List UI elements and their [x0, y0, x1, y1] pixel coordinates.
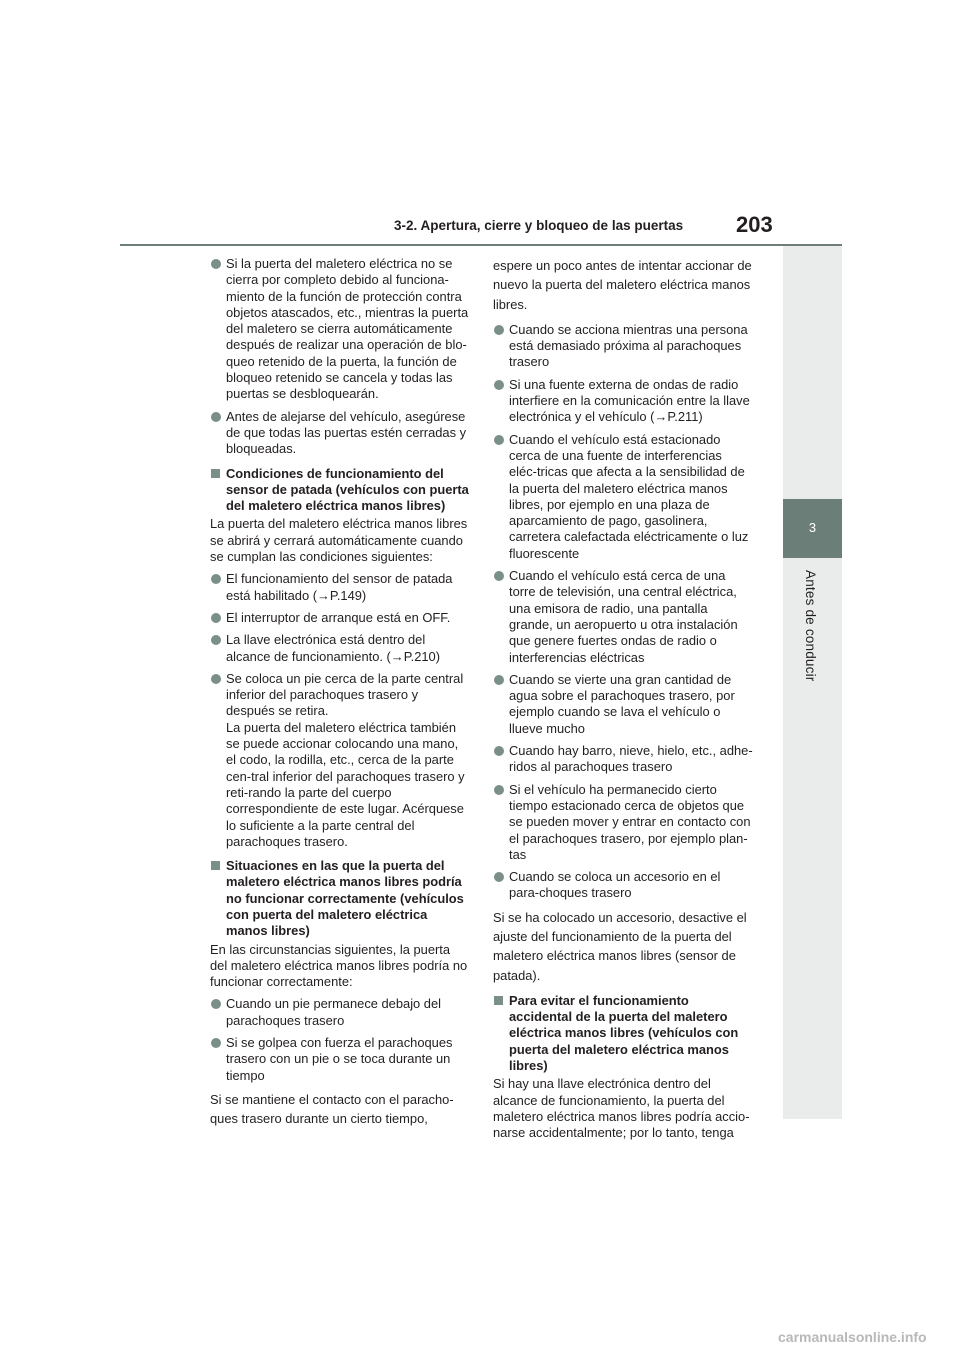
section-heading: Para evitar el funcionamiento accidental de la puerta del maletero eléctrica manos libres (vehículos con puerta del maletero eléctrica manos libres)	[493, 993, 753, 1074]
chapter-number: 3	[808, 520, 817, 535]
list-item: Si la puerta del maletero eléctrica no se cierra por completo debido al funciona-miento de la función de protección contra objetos atascados, etc., mientras la puerta del maletero se cierra automáticamente después de realizar una operación de blo-queo retenido de la puerta, la función de bloqueo retenido se cancela y todas las puertas se desbloquearán.	[210, 256, 470, 403]
list-item: Si se golpea con fuerza el parachoques trasero con un pie o se toca durante un tiempo	[210, 1035, 470, 1084]
list-item: Cuando se acciona mientras una persona está demasiado próxima al parachoques trasero	[493, 322, 753, 371]
paragraph: La puerta del maletero eléctrica manos libres se abrirá y cerrará automáticamente cuando se cumplan las condiciones siguientes:	[210, 516, 468, 565]
list-item: El funcionamiento del sensor de patada está habilitado (→P.149)	[210, 571, 470, 604]
header-rule	[120, 244, 842, 246]
page-number: 203	[736, 212, 773, 237]
right-column	[493, 256, 753, 1148]
left-column	[210, 256, 470, 1137]
list-item: Cuando el vehículo está cerca de una torre de televisión, una central eléctrica, una emisora de radio, una pantalla grande, un aeropuerto u otra instalación que genere fuertes ondas de radio o interferencias eléctricas	[493, 568, 753, 666]
list-item-text: Se coloca un pie cerca de la parte central inferior del parachoques trasero y después se retira.	[226, 670, 464, 719]
list-item: Si una fuente externa de ondas de radio interfiere en la comunicación entre la llave electrónica y el vehículo (→P.211)	[493, 377, 753, 426]
paragraph: espere un poco antes de intentar accionar de nuevo la puerta del maletero eléctrica manos libres.	[493, 258, 752, 312]
paragraph: Si hay una llave electrónica dentro del alcance de funcionamiento, la puerta del maletero eléctrica manos libres podría accio-narse accidentalmente; por lo tanto, tenga	[493, 1076, 750, 1141]
paragraph: En las circunstancias siguientes, la puerta del maletero eléctrica manos libres podría no funcionar correctamente:	[210, 941, 468, 990]
list-item: El interruptor de arranque está en OFF.	[210, 610, 470, 626]
list-item	[210, 671, 470, 850]
section-heading: Condiciones de funcionamiento del sensor de patada (vehículos con puerta del maletero eléctrica manos libres)	[210, 466, 470, 515]
watermark: carmanualsonline.info	[778, 1329, 927, 1345]
chapter-title: Antes de conducir	[803, 570, 818, 682]
section-heading: Situaciones en las que la puerta del maletero eléctrica manos libres podría no funcionar correctamente (vehículos con puerta del maletero eléctrica manos libres)	[210, 858, 470, 939]
list-item: Cuando el vehículo está estacionado cerca de una fuente de interferencias eléc-tricas que afecta a la sensibilidad de la puerta del maletero eléctrica manos libres, por ejemplo en una plaza de aparcamiento de pago, gasolinera, carretera calefactada eléctricamente o luz fluorescente	[493, 432, 753, 562]
list-item: Antes de alejarse del vehículo, asegúrese de que todas las puertas estén cerradas y bloqueadas.	[210, 409, 470, 458]
list-item: Cuando se coloca un accesorio en el para-choques trasero	[493, 869, 753, 902]
list-item: Cuando un pie permanece debajo del parachoques trasero	[210, 996, 470, 1029]
list-item: Si el vehículo ha permanecido cierto tiempo estacionado cerca de objetos que se pueden mover y entrar en contacto con el parachoques trasero, por ejemplo plan-tas	[493, 782, 753, 863]
paragraph: Si se ha colocado un accesorio, desactive el ajuste del funcionamiento de la puerta del maletero eléctrica manos libres (sensor de patada).	[493, 909, 747, 983]
side-tab-bar	[783, 246, 842, 1119]
paragraph: Si se mantiene el contacto con el paracho-ques trasero durante un cierto tiempo,	[210, 1091, 454, 1127]
list-item: Cuando se vierte una gran cantidad de agua sobre el parachoques trasero, por ejemplo cuando se lava el vehículo o llueve mucho	[493, 672, 753, 737]
list-item: La llave electrónica está dentro del alcance de funcionamiento. (→P.210)	[210, 632, 470, 665]
list-item-note: La puerta del maletero eléctrica también se puede accionar colocando una mano, el codo, la rodilla, etc., cerca de la parte cen-tral inferior del parachoques trasero y reti-rando la parte del cuerpo correspondiente de este lugar. Acérquese lo suficiente a la parte central del parachoques trasero.	[226, 719, 465, 849]
list-item: Cuando hay barro, nieve, hielo, etc., adhe-ridos al parachoques trasero	[493, 743, 753, 776]
section-title: 3-2. Apertura, cierre y bloqueo de las puertas	[394, 218, 684, 233]
